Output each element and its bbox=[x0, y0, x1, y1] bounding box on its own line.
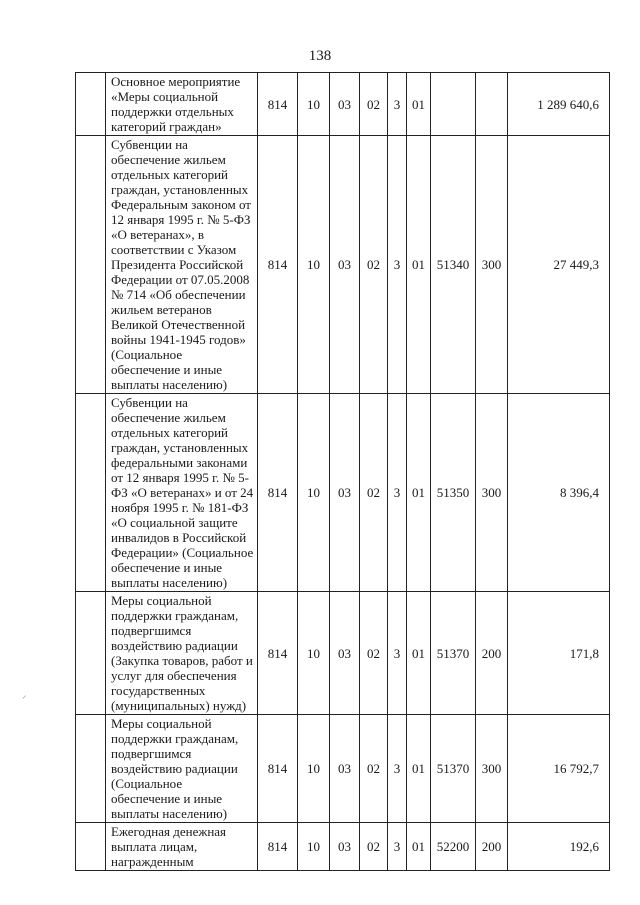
amount: 192,6 bbox=[508, 823, 610, 871]
event-code: 01 bbox=[407, 394, 431, 592]
event-code: 01 bbox=[407, 715, 431, 823]
amount: 16 792,7 bbox=[508, 715, 610, 823]
section-code: 10 bbox=[298, 136, 330, 394]
subsection-code: 03 bbox=[330, 592, 360, 715]
direction-code: 51370 bbox=[431, 592, 476, 715]
row-name: Ежегодная денежная выплата лицам, награжденным bbox=[106, 823, 258, 871]
row-name: Меры социальной поддержки гражданам, подвергшимся воздействию радиации (Социальное обеспечение и иные выплаты населению) bbox=[106, 715, 258, 823]
page-number: 138 bbox=[308, 48, 332, 64]
section-code: 10 bbox=[298, 592, 330, 715]
subsection-code: 03 bbox=[330, 715, 360, 823]
grbs-code: 814 bbox=[258, 136, 298, 394]
row-name: Основное мероприятие «Меры социальной поддержки отдельных категорий граждан» bbox=[106, 73, 258, 136]
table-row bbox=[76, 394, 610, 592]
grbs-code: 814 bbox=[258, 715, 298, 823]
direction-code: 51350 bbox=[431, 394, 476, 592]
direction-code: 52200 bbox=[431, 823, 476, 871]
table-row bbox=[76, 823, 610, 871]
expense-type-code: 300 bbox=[476, 715, 508, 823]
grbs-code: 814 bbox=[258, 73, 298, 136]
program-code: 02 bbox=[360, 715, 388, 823]
subprogram-code: 3 bbox=[388, 73, 407, 136]
blank-cell bbox=[76, 73, 106, 136]
subsection-code: 03 bbox=[330, 823, 360, 871]
expense-type-code: 200 bbox=[476, 592, 508, 715]
amount: 8 396,4 bbox=[508, 394, 610, 592]
expense-type-code bbox=[476, 73, 508, 136]
blank-cell bbox=[76, 715, 106, 823]
row-name: Субвенции на обеспечение жильем отдельных категорий граждан, установленных федеральными законами от 12 января 1995 г. № 5-ФЗ «О ветеранах» и от 24 ноября 1995 г. № 181-ФЗ «О социальной защите инвалидов в Российской Федерации» (Социальное обеспечение и иные выплаты населению) bbox=[106, 394, 258, 592]
grbs-code: 814 bbox=[258, 823, 298, 871]
program-code: 02 bbox=[360, 73, 388, 136]
subprogram-code: 3 bbox=[388, 136, 407, 394]
direction-code: 51370 bbox=[431, 715, 476, 823]
direction-code: 51340 bbox=[431, 136, 476, 394]
subprogram-code: 3 bbox=[388, 394, 407, 592]
row-name: Субвенции на обеспечение жильем отдельных категорий граждан, установленных Федеральным законом от 12 января 1995 г. № 5-ФЗ «О ветеранах», в соответствии с Указом Президента Российской Федерации от 07.05.2008 № 714 «Об обеспечении жильем ветеранов Великой Отечественной войны 1941-1945 годов» (Социальное обеспечение и иные выплаты населению) bbox=[106, 136, 258, 394]
subprogram-code: 3 bbox=[388, 715, 407, 823]
program-code: 02 bbox=[360, 823, 388, 871]
amount: 27 449,3 bbox=[508, 136, 610, 394]
event-code: 01 bbox=[407, 136, 431, 394]
section-code: 10 bbox=[298, 715, 330, 823]
program-code: 02 bbox=[360, 136, 388, 394]
blank-cell bbox=[76, 136, 106, 394]
section-code: 10 bbox=[298, 394, 330, 592]
subsection-code: 03 bbox=[330, 73, 360, 136]
grbs-code: 814 bbox=[258, 592, 298, 715]
amount: 1 289 640,6 bbox=[508, 73, 610, 136]
subprogram-code: 3 bbox=[388, 823, 407, 871]
blank-cell bbox=[76, 823, 106, 871]
expense-type-code: 200 bbox=[476, 823, 508, 871]
blank-cell bbox=[76, 592, 106, 715]
event-code: 01 bbox=[407, 823, 431, 871]
direction-code bbox=[431, 73, 476, 136]
budget-table bbox=[75, 72, 610, 871]
scan-speck: ⸝ bbox=[22, 690, 27, 700]
program-code: 02 bbox=[360, 592, 388, 715]
blank-cell bbox=[76, 394, 106, 592]
row-name: Меры социальной поддержки гражданам, подвергшимся воздействию радиации (Закупка товаров, работ и услуг для обеспечения государственных (муниципальных) нужд) bbox=[106, 592, 258, 715]
table-row bbox=[76, 715, 610, 823]
amount: 171,8 bbox=[508, 592, 610, 715]
section-code: 10 bbox=[298, 823, 330, 871]
table-row bbox=[76, 592, 610, 715]
grbs-code: 814 bbox=[258, 394, 298, 592]
section-code: 10 bbox=[298, 73, 330, 136]
subsection-code: 03 bbox=[330, 136, 360, 394]
table-row bbox=[76, 136, 610, 394]
subprogram-code: 3 bbox=[388, 592, 407, 715]
subsection-code: 03 bbox=[330, 394, 360, 592]
program-code: 02 bbox=[360, 394, 388, 592]
event-code: 01 bbox=[407, 592, 431, 715]
expense-type-code: 300 bbox=[476, 136, 508, 394]
event-code: 01 bbox=[407, 73, 431, 136]
expense-type-code: 300 bbox=[476, 394, 508, 592]
table-row bbox=[76, 73, 610, 136]
